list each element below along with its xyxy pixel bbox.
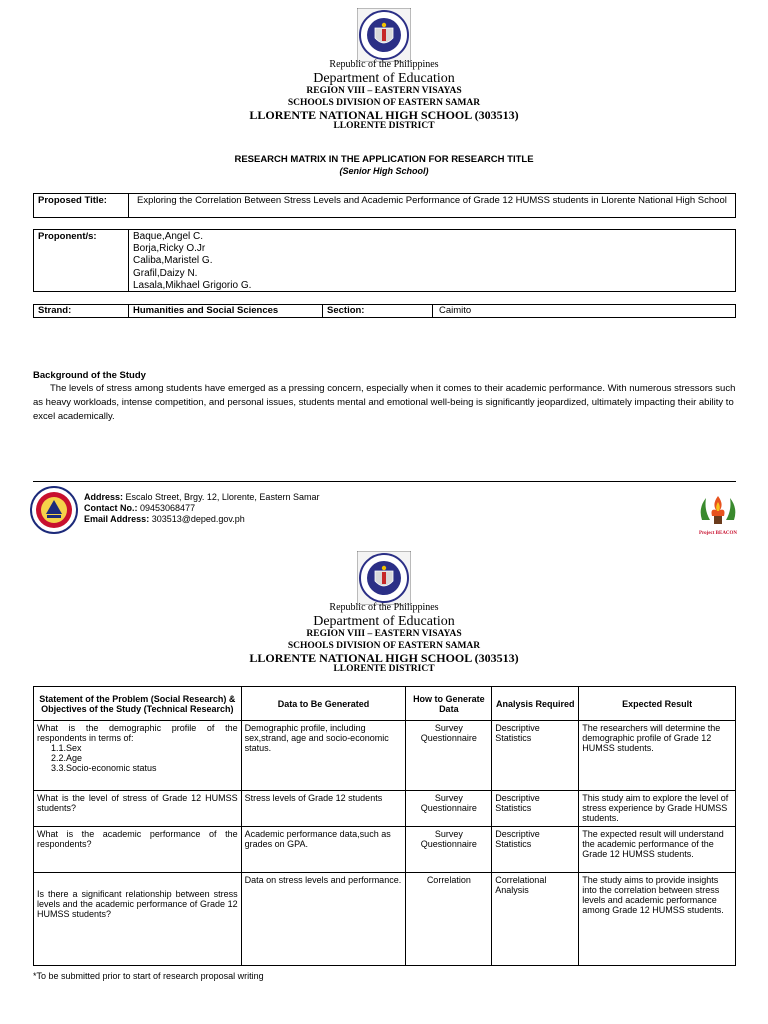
problem-cell	[34, 721, 242, 791]
result-cell: The study aims to provide insights into the correlation between stress levels and academic performance among Grade 12 HUMSS students.	[579, 873, 736, 966]
problem-text: What is the demographic profile of the respondents in terms of:	[37, 723, 238, 743]
column-header: Statement of the Problem (Social Research) & Objectives of the Study (Technical Research)	[34, 687, 242, 721]
result-cell: The expected result will understand the academic performance of the Grade 12 HUMSS students.	[579, 827, 736, 873]
district-line: LLORENTE DISTRICT	[333, 664, 435, 674]
republic-line: Republic of the Philippines	[329, 602, 439, 613]
contact-value: 09453068477	[140, 503, 196, 513]
analysis-cell: Descriptive Statistics	[492, 791, 579, 827]
proponent-name: Baque,Angel C.	[133, 231, 204, 242]
column-header: Expected Result	[579, 687, 736, 721]
problem-cell: What is the level of stress of Grade 12 HUMSS students?	[34, 791, 242, 827]
address-label: Address:	[84, 492, 124, 502]
strand-box	[33, 304, 736, 318]
section-value: Caimito	[432, 305, 735, 317]
division-line: SCHOOLS DIVISION OF EASTERN SAMAR	[287, 641, 481, 651]
research-matrix-table	[33, 686, 736, 966]
problem-cell: Is there a significant relationship between stress levels and the academic performance of Grade 12 HUMSS students?	[34, 873, 242, 966]
background-heading: Background of the Study	[33, 370, 146, 381]
email-label: Email Address:	[84, 514, 150, 524]
region-line: REGION VIII – EASTERN VISAYAS	[306, 629, 462, 639]
problem-sub-item: 2.2.Age	[51, 753, 83, 763]
proponent-name: Lasala,Mikhael Grigorio G.	[133, 279, 252, 291]
analysis-cell: Correlational Analysis	[492, 873, 579, 966]
proponent-name: Caliba,Maristel G.	[133, 255, 213, 267]
table-row	[34, 791, 736, 827]
strand-value: Humanities and Social Sciences	[128, 305, 322, 317]
deped-seal-icon	[357, 8, 411, 62]
department-line: Department of Education	[313, 614, 455, 629]
proposed-title-value: Exploring the Correlation Between Stress Levels and Academic Performance of Grade 12 HUMSS students in Llorente National High School	[128, 194, 735, 217]
result-cell: The researchers will determine the demographic profile of Grade 12 HUMSS students.	[579, 721, 736, 791]
region-line: REGION VIII – EASTERN VISAYAS	[306, 86, 462, 96]
problem-cell: What is the academic performance of the respondents?	[34, 827, 242, 873]
table-header-row	[34, 687, 736, 721]
school-line: LLORENTE NATIONAL HIGH SCHOOL (303513)	[249, 108, 519, 122]
form-title: RESEARCH MATRIX IN THE APPLICATION FOR RESEARCH TITLE	[234, 154, 534, 165]
proponent-name: Grafil,Daizy N.	[133, 267, 198, 279]
problem-sub-item: 1.1.Sex	[51, 743, 82, 753]
section-label: Section:	[322, 305, 432, 317]
svg-text:Project BEACON: Project BEACON	[698, 531, 738, 536]
result-cell: This study aim to explore the level of stress experience by Grade HUMSS students.	[579, 791, 736, 827]
how-cell: Correlation	[406, 873, 492, 966]
strand-label: Strand:	[38, 305, 72, 316]
data-cell: Data on stress levels and performance.	[241, 873, 406, 966]
district-line: LLORENTE DISTRICT	[333, 121, 435, 131]
footer-contact	[84, 492, 319, 525]
proposed-title-box	[33, 193, 736, 218]
how-cell: Survey Questionnaire	[406, 721, 492, 791]
address-value: Escalo Street, Brgy. 12, Llorente, Eastern Samar	[125, 492, 320, 502]
republic-line: Republic of the Philippines	[329, 59, 439, 70]
problem-sub-item: 3.3.Socio-economic status	[51, 763, 157, 773]
contact-label: Contact No.:	[84, 503, 138, 513]
proponents-label: Proponent/s:	[38, 231, 97, 242]
form-subtitle: (Senior High School)	[339, 166, 429, 176]
school-line: LLORENTE NATIONAL HIGH SCHOOL (303513)	[249, 651, 519, 665]
column-header: Data to Be Generated	[241, 687, 406, 721]
proponents-box	[33, 229, 736, 292]
footer-divider	[33, 481, 736, 482]
school-logo-icon	[30, 486, 78, 534]
data-cell: Academic performance data,such as grades on GPA.	[241, 827, 406, 873]
department-line: Department of Education	[313, 71, 455, 86]
analysis-cell: Descriptive Statistics	[492, 721, 579, 791]
how-cell: Survey Questionnaire	[406, 791, 492, 827]
deped-seal-icon	[357, 551, 411, 605]
analysis-cell: Descriptive Statistics	[492, 827, 579, 873]
proponent-name: Borja,Ricky O.Jr	[133, 243, 206, 255]
project-beacon-logo-icon	[694, 490, 742, 538]
table-row	[34, 721, 736, 791]
data-cell: Demographic profile, including sex,strand, age and socio-economic status.	[241, 721, 406, 791]
submission-note: *To be submitted prior to start of research proposal writing	[33, 971, 264, 981]
division-line: SCHOOLS DIVISION OF EASTERN SAMAR	[287, 98, 481, 108]
column-header: Analysis Required	[492, 687, 579, 721]
how-cell: Survey Questionnaire	[406, 827, 492, 873]
column-header: How to Generate Data	[406, 687, 492, 721]
data-cell: Stress levels of Grade 12 students	[241, 791, 406, 827]
table-row	[34, 873, 736, 966]
table-row	[34, 827, 736, 873]
email-value: 303513@deped.gov.ph	[151, 514, 245, 524]
background-text: The levels of stress among students have emerged as a pressing concern, especially when it comes to their academic performance. With numerous stressors such as heavy workloads, intense competition, and personal issues, students mental and emotional well-being is significantly jeopardized, ultimately impacting their ability to excel academically.	[33, 383, 736, 422]
proponents-list	[128, 230, 735, 291]
proposed-title-label: Proposed Title:	[38, 195, 107, 206]
